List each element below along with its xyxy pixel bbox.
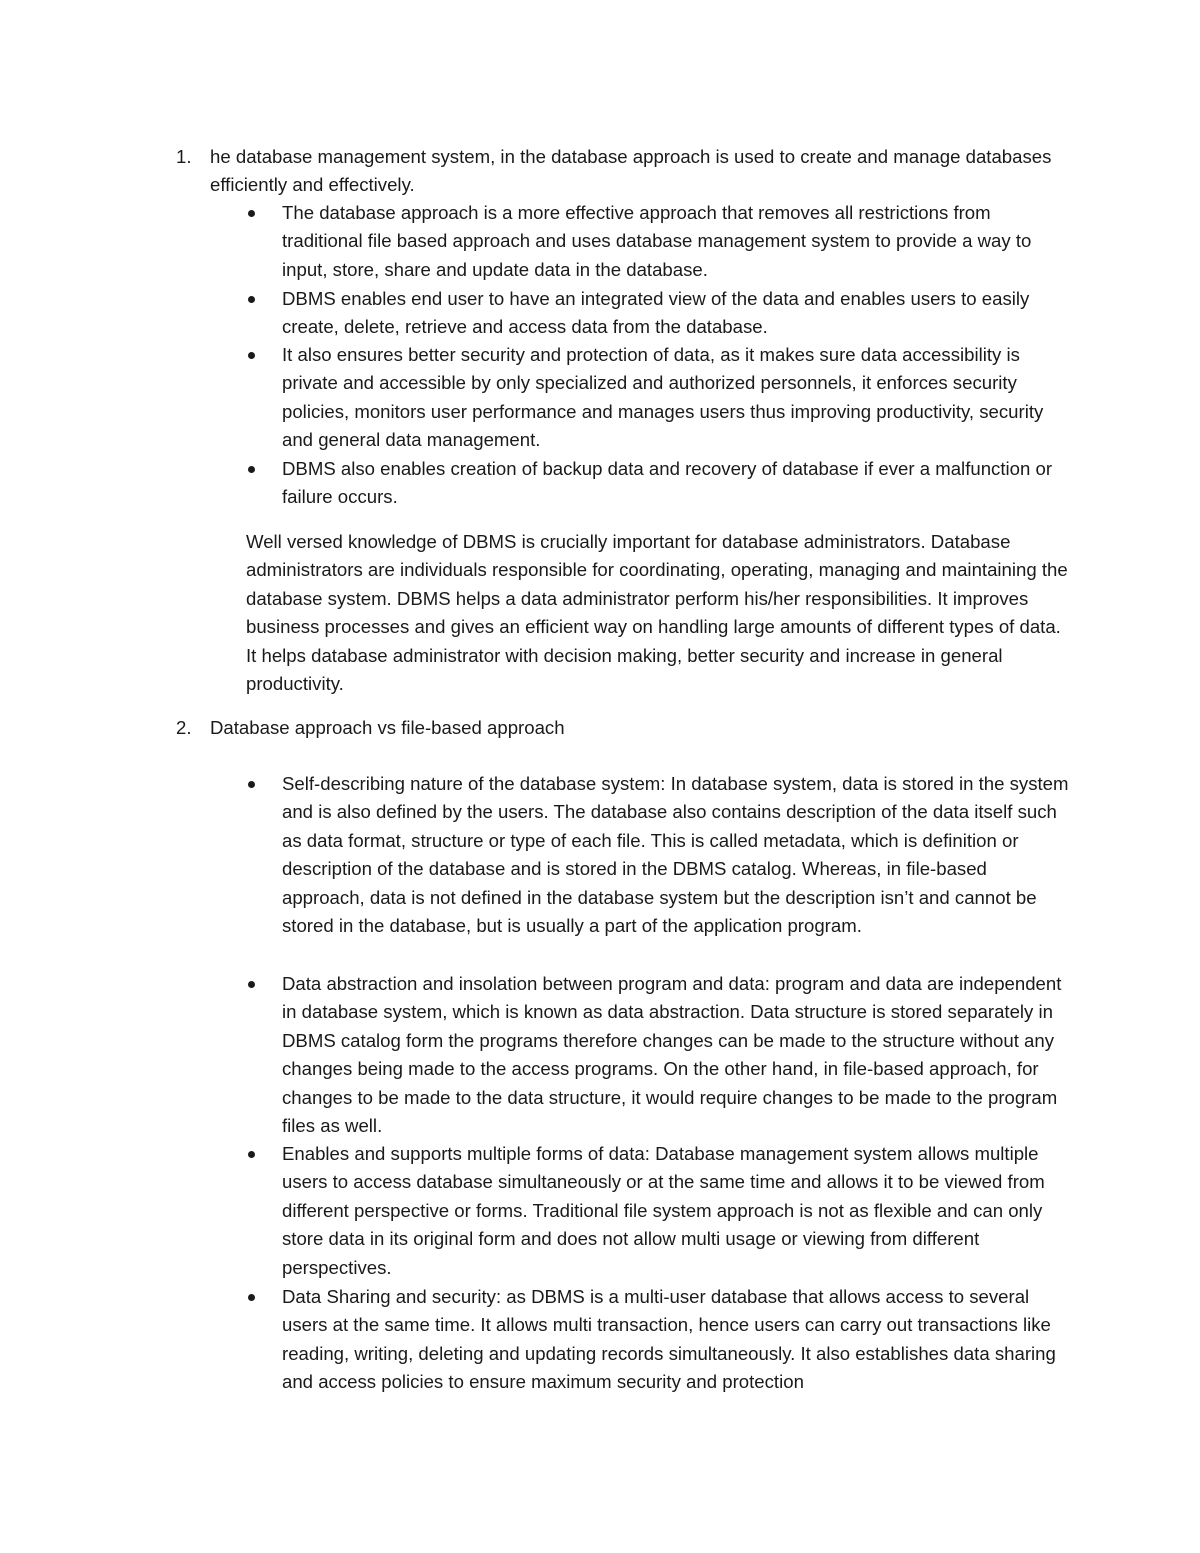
bullet-icon: [248, 296, 255, 303]
bullet-icon: [248, 352, 255, 359]
bullet-item: [282, 341, 1072, 455]
bullet-icon: [248, 781, 255, 788]
bullet-item: [282, 770, 1072, 940]
bullet-text: DBMS also enables creation of backup data and recovery of database if ever a malfunction or failure occurs.: [282, 458, 1053, 508]
bullet-icon: [248, 1151, 255, 1158]
list-number: 2.: [176, 717, 192, 738]
bullet-item: [282, 1283, 1072, 1397]
bullet-item: [282, 285, 1072, 342]
bullet-text: It also ensures better security and protection of data, as it makes sure data accessibility is private and accessible by only specialized and authorized personnels, it enforces security policies, monitors user performance and manages users thus improving productivity, security and general data management.: [282, 344, 1044, 451]
bullet-icon: [248, 210, 255, 217]
bullet-icon: [248, 981, 255, 988]
bullet-item: [282, 455, 1072, 512]
list-item-1: [176, 143, 1070, 200]
bullet-text: DBMS enables end user to have an integrated view of the data and enables users to easily create, delete, retrieve and access data from the database.: [282, 288, 1030, 338]
bullet-text: The database approach is a more effective approach that removes all restrictions from traditional file based approach and uses database management system to provide a way to input, store, share and update data in the database.: [282, 202, 1032, 280]
section-2-heading: Database approach vs file-based approach: [210, 717, 565, 738]
list-item-2: [176, 714, 1070, 742]
section-1-heading: he database management system, in the database approach is used to create and manage databases efficiently and effectively.: [210, 146, 1052, 196]
bullet-icon: [248, 466, 255, 473]
body-paragraph: Well versed knowledge of DBMS is crucially important for database administrators. Database administrators are individuals responsible for coordinating, operating, managing and maintaining the database system. DBMS helps a data administrator perform his/her responsibilities. It improves business processes and gives an efficient way on handling large amounts of different types of data. It helps database administrator with decision making, better security and increase in general productivity.: [246, 531, 1068, 695]
bullet-item: [282, 1140, 1072, 1282]
bullet-item: [282, 199, 1072, 284]
bullet-icon: [248, 1294, 255, 1301]
bullet-item: [282, 970, 1072, 1140]
bullet-text: Self-describing nature of the database system: In database system, data is stored in the system and is also defined by the users. The database also contains description of the data itself such as data format, structure or type of each file. This is called metadata, which is definition or description of the database and is stored in the DBMS catalog. Whereas, in file-based approach, data is not defined in the database system but the description isn’t and cannot be stored in the database, but is usually a part of the application program.: [282, 773, 1069, 937]
bullet-text: Data Sharing and security: as DBMS is a multi-user database that allows access to several users at the same time. It allows multi transaction, hence users can carry out transactions like reading, writing, deleting and updating records simultaneously. It also establishes data sharing and access policies to ensure maximum security and protection: [282, 1286, 1056, 1393]
bullet-text: Enables and supports multiple forms of data: Database management system allows multiple users to access database simultaneously or at the same time and allows it to be viewed from different perspective or forms. Traditional file system approach is not as flexible and can only store data in its original form and does not allow multi usage or viewing from different perspectives.: [282, 1143, 1045, 1278]
list-number: 1.: [176, 146, 192, 167]
bullet-text: Data abstraction and insolation between program and data: program and data are independent in database system, which is known as data abstraction. Data structure is stored separately in DBMS catalog form the programs therefore changes can be made to the structure without any changes being made to the access programs. On the other hand, in file-based approach, for changes to be made to the data structure, it would require changes to be made to the program files as well.: [282, 973, 1062, 1137]
